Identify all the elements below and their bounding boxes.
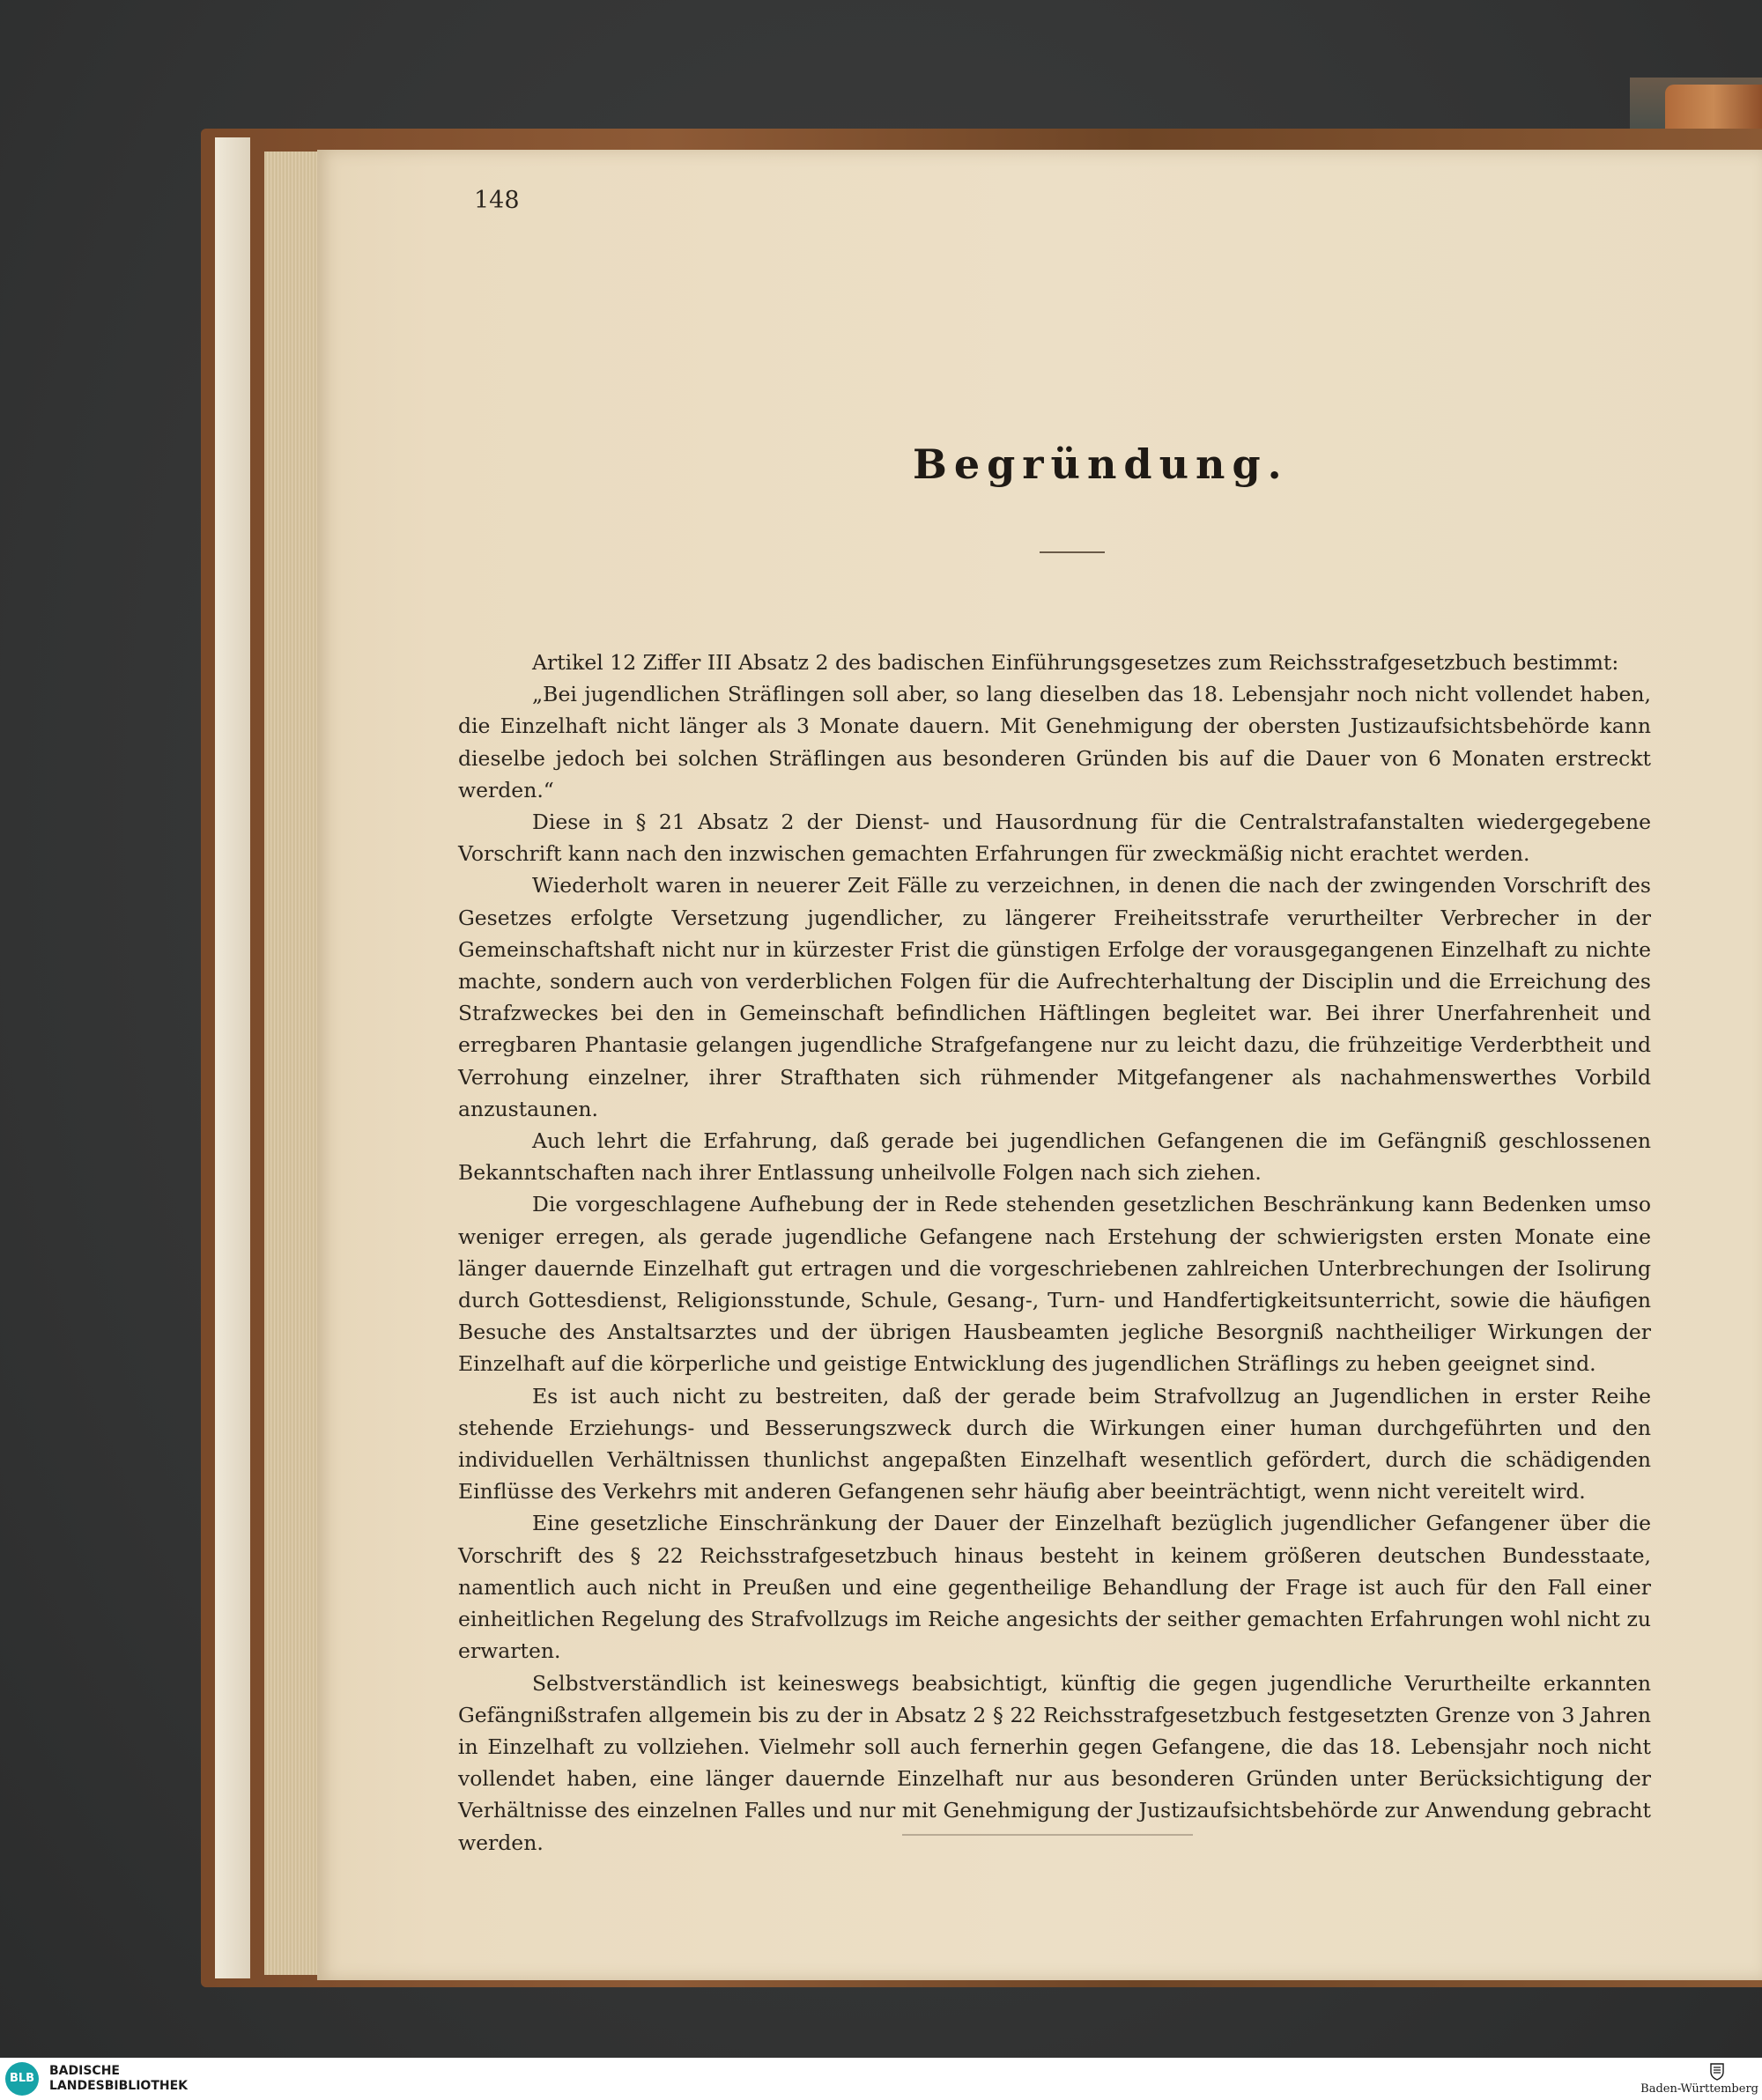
paragraph: Diese in § 21 Absatz 2 der Dienst- und Hausordnung für die Centralstrafanstalten wiedergegebene Vorschrift kann nach den inzwischen gemachten Erfahrungen für zweckmäßig nicht erachtet werden. <box>458 810 1651 867</box>
paragraph: Selbstverständlich ist keineswegs beabsichtigt, künftig die gegen jugendliche Verurtheilte erkannten Gefängnißstrafen allgemein bis zu der in Absatz 2 § 22 Reichsstrafgesetzbuch festgesetzten Grenze von 3 Jahren in Einzelhaft zu vollziehen. Vielmehr soll auch fernerhin gegen Gefangene, die das 18. Lebensjahr noch nicht vollendet haben, eine länger dauernde Einzelhaft nur aus besonderen Gründen unter Berücksichtigung der Verhältnisse des einzelnen Falles und nur mit Genehmigung der Justizaufsichtsbehörde zur Anwendung gebracht werden. <box>458 1670 1651 1855</box>
paragraph: Wiederholt waren in neuerer Zeit Fälle zu verzeichnen, in denen die nach der zwingenden Vorschrift des Gesetzes erfolgte Versetzung jugendlicher, zu längerer Freiheitsstrafe verurtheilter Verbrecher in der Gemeinschaftshaft nicht nur in kürzester Frist die günstigen Erfolge der vorausgegangenen Einzelhaft zu nichte machte, sondern auch von verderblichen Folgen für die Aufrechterhaltung der Disciplin und die Erreichung des Strafzweckes bei den in Gemeinschaft befindlichen Häftlingen begleitet war. Bei ihrer Unerfahrenheit und erregbaren Phantasie gelangen jugendliche Strafgefangene nur zu leicht dazu, die frühzeitige Verderbtheit und Verrohung einzelner, ihrer Strafthaten sich rühmender Mitgefangener als nachahmenswerthes Vorbild anzustaunen. <box>458 873 1651 1121</box>
paragraph: Es ist auch nicht zu bestreiten, daß der gerade beim Strafvollzug an Jugendlichen in erster Reihe stehende Erziehungs- und Besserungszweck durch die Wirkungen einer human durchgeführten und den individuellen Verhältnissen thunlichst angepaßten Einzelhaft wesentlich gefördert, durch die schädigenden Einflüsse des Verkehrs mit anderen Gefangenen sehr häufig aber beeinträchtigt, wenn nicht vereitelt wird. <box>458 1383 1651 1505</box>
bottom-rule <box>902 1834 1193 1836</box>
paragraph: Eine gesetzliche Einschränkung der Dauer der Einzelhaft bezüglich jugendlicher Gefangener über die Vorschrift des § 22 Reichsstrafgesetzbuch hinaus besteht in keinem größeren deutschen Bundesstaate, namentlich auch nicht in Preußen und eine gegentheilige Behandlung der Frage ist auch für den Fall einer einheitlichen Regelung des Strafvollzugs im Reiche angesichts der seither gemachten Erfahrungen wohl nicht zu erwarten. <box>458 1511 1651 1664</box>
library-name-line1: BADISCHE <box>49 2064 120 2078</box>
cover-endpaper <box>215 137 250 1978</box>
paragraph: Die vorgeschlagene Aufhebung der in Rede stehenden gesetzlichen Beschränkung kann Bedenken umso weniger erregen, als gerade jugendliche Gefangene nach Erstehung der schwierigsten ersten Monate eine länger dauernde Einzelhaft gut ertragen und die vorgeschriebenen zahlreichen Unterbrechungen der Isolirung durch Gottesdienst, Religionsstunde, Schule, Gesang-, Turn- und Handfertigkeitsunterricht, sowie die häufigen Besuche des Anstaltsarztes und der übrigen Hausbeamten jegliche Besorgniß nachtheiliger Wirkungen der Einzelhaft auf die körperliche und geistige Entwicklung des jugendlichen Sträflings zu heben geeignet sind. <box>458 1192 1651 1377</box>
paragraph: Artikel 12 Ziffer III Absatz 2 des badischen Einführungsgesetzes zum Reichsstrafgesetzbuch bestimmt: <box>532 650 1619 675</box>
footer-bar <box>0 2058 1762 2100</box>
body-text <box>458 647 1651 1859</box>
heading-rule <box>1040 551 1105 553</box>
library-name-line2: LANDESBIBLIOTHEK <box>49 2079 189 2093</box>
paragraph: Auch lehrt die Erfahrung, daß gerade bei jugendlichen Gefangenen die im Gefängniß geschlossenen Bekanntschaften nach ihrer Entlassung unheilvolle Folgen nach sich ziehen. <box>458 1128 1651 1186</box>
blb-logo[interactable]: BLB <box>5 2062 39 2096</box>
page-heading: Begründung. <box>913 440 1289 488</box>
region-name: Baden-Württemberg <box>1640 2082 1758 2096</box>
library-name[interactable] <box>49 2064 188 2094</box>
baden-wuerttemberg-crest-icon <box>1707 2061 1727 2081</box>
quote-paragraph: „Bei jugendlichen Sträflingen soll aber, so lang dieselben das 18. Lebensjahr noch nicht vollendet haben, die Einzelhaft nicht länger als 3 Monate dauern. Mit Genehmigung der obersten Justizaufsichtsbehörde kann dieselbe jedoch bei solchen Sträflingen aus besonderen Gründen bis auf die Dauer von 6 Monaten erstreckt werden.“ <box>458 682 1651 802</box>
page-number: 148 <box>474 187 520 214</box>
